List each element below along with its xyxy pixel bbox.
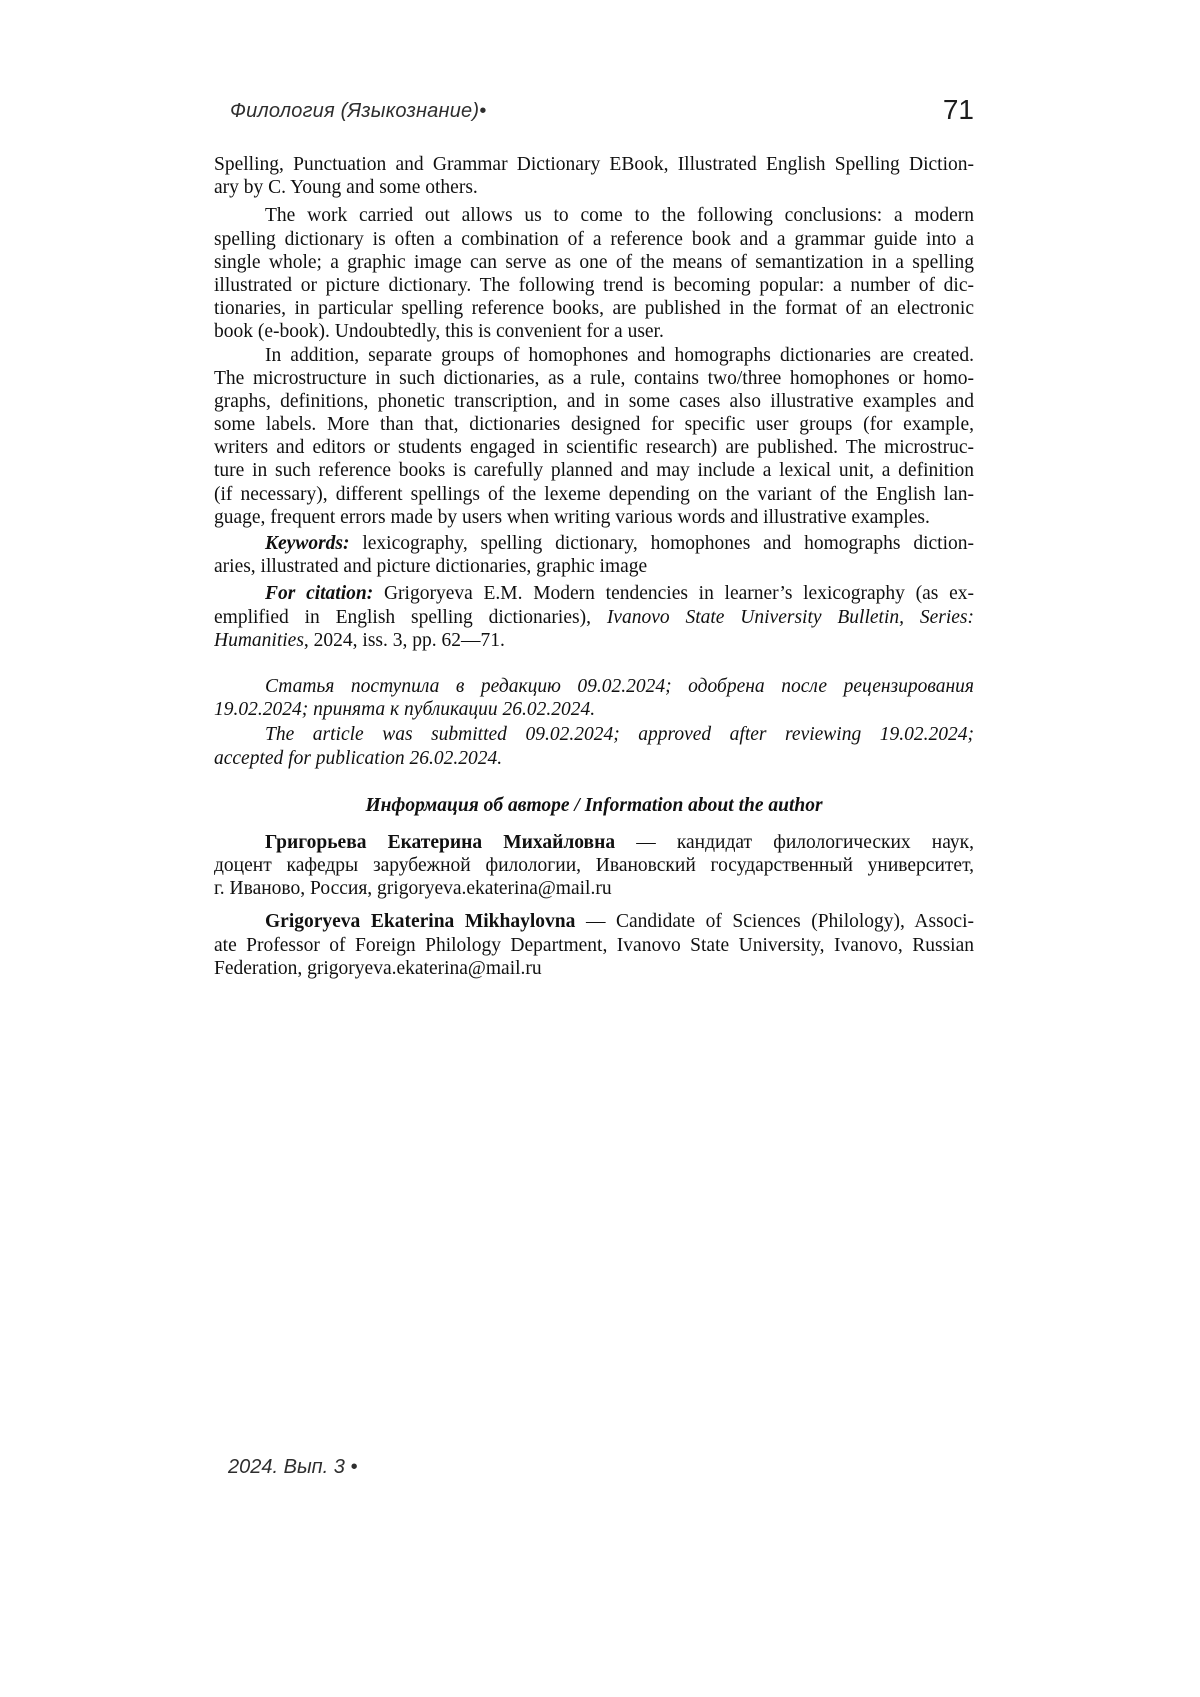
text-segment: single whole; a graphic image can serve as one of the means of semantization in a spelling — [214, 251, 974, 273]
text-line — [214, 854, 974, 877]
text-line — [214, 555, 974, 578]
text-segment: доцент кафедры зарубежной филологии, Ивановский государственный университет, — [214, 855, 974, 877]
text-segment: , 2024, iss. 3, pp. 62—71. — [303, 629, 505, 651]
text-segment: In addition, separate groups of homophones and homographs dictionaries are created. — [265, 344, 974, 366]
text-segment: guage, frequent errors made by users when writing various words and illustrative examples. — [214, 506, 930, 528]
submission-dates-en — [214, 723, 974, 769]
paragraph-homophones-dictionaries — [214, 344, 974, 530]
text-segment: г. Иваново, Россия, grigoryeva.ekaterina@mail.ru — [214, 878, 612, 900]
text-line — [214, 274, 974, 297]
text-segment: ture in such reference books is carefully planned and may include a lexical unit, a definition — [214, 460, 974, 482]
text-segment: Federation, grigoryeva.ekaterina@mail.ru — [214, 957, 542, 979]
text-segment: book (e-book). Undoubtedly, this is convenient for a user. — [214, 321, 664, 343]
text-segment: The work carried out allows us to come to the following conclusions: a modern — [265, 205, 974, 227]
text-segment: The article was submitted 09.02.2024; approved after reviewing 19.02.2024; — [265, 724, 974, 746]
text-line — [214, 228, 974, 251]
text-segment: — кандидат филологических наук, — [615, 831, 974, 853]
text-segment: Humanities — [214, 629, 304, 651]
running-title: Филология (Языкознание)• — [230, 100, 487, 122]
text-line — [214, 297, 974, 320]
text-line — [214, 367, 974, 390]
keywords-paragraph — [214, 532, 974, 578]
text-segment: aries, illustrated and picture dictionaries, graphic image — [214, 556, 648, 578]
footer-imprint: 2024. Вып. 3 • — [228, 1456, 358, 1478]
text-line — [214, 629, 974, 652]
text-line — [214, 698, 974, 721]
text-line — [214, 153, 974, 176]
text-line — [214, 934, 974, 957]
text-line — [214, 606, 974, 629]
text-line — [214, 675, 974, 698]
text-segment: emplified in English spelling dictionaries), — [214, 606, 607, 628]
text-line — [214, 506, 974, 529]
text-line — [214, 582, 974, 605]
text-segment: writers and editors or students engaged in scientific research) are published. The microstruc- — [214, 437, 974, 459]
text-line — [214, 320, 974, 343]
text-segment: tionaries, in particular spelling reference books, are published in the format of an electronic — [214, 298, 974, 320]
text-line — [214, 390, 974, 413]
text-segment: 19.02.2024; принята к публикации 26.02.2024. — [214, 699, 596, 721]
citation-paragraph — [214, 582, 974, 652]
submission-dates-ru — [214, 675, 974, 721]
text-segment: ary by C. Young and some others. — [214, 177, 478, 199]
text-segment: For citation: — [265, 583, 374, 605]
text-line — [214, 532, 974, 555]
author-info-en — [214, 910, 974, 980]
text-segment: lexicography, spelling dictionary, homophones and homographs diction- — [349, 533, 974, 554]
text-segment: The microstructure in such dictionaries, as a rule, contains two/three homophones or homo- — [214, 367, 974, 389]
text-segment: illustrated or picture dictionary. The following trend is becoming popular: a number of dic- — [214, 274, 974, 296]
text-line — [214, 747, 974, 770]
author-info-heading: Информация об авторе / Information about the author — [365, 794, 823, 816]
text-segment: Григорьева Екатерина Михайловна — [265, 831, 616, 853]
text-line — [214, 831, 974, 854]
text-segment: (if necessary), different spellings of the lexeme depending on the variant of the English lan- — [214, 483, 974, 505]
text-segment: some labels. More than that, dictionaries designed for specific user groups (for example, — [214, 414, 974, 436]
text-line — [214, 877, 974, 900]
text-line — [214, 957, 974, 980]
text-line — [214, 910, 974, 933]
text-segment: graphs, definitions, phonetic transcription, and in some cases also illustrative examples and — [214, 390, 974, 412]
text-segment: accepted for publication 26.02.2024. — [214, 747, 503, 769]
paragraph-conclusions — [214, 204, 974, 343]
page-number: 71 — [942, 94, 974, 125]
text-segment: Keywords: — [265, 533, 350, 554]
text-segment: Ivanovo State University Bulletin, Series: — [606, 606, 974, 628]
text-segment: Spelling, Punctuation and Grammar Dictionary EBook, Illustrated English Spelling Diction- — [214, 154, 974, 175]
text-segment: spelling dictionary is often a combination of a reference book and a grammar guide into a — [214, 228, 974, 250]
text-segment: Статья поступила в редакцию 09.02.2024; одобрена после рецензирования — [265, 675, 974, 697]
author-info-ru — [214, 831, 974, 901]
text-line — [214, 436, 974, 459]
text-line — [214, 723, 974, 746]
text-segment: — Candidate of Sciences (Philology), Associ- — [575, 911, 974, 933]
article-body — [214, 153, 974, 980]
paragraph-continuation — [214, 153, 974, 199]
text-segment: Grigoryeva Ekaterina Mikhaylovna — [265, 911, 576, 933]
text-line — [214, 176, 974, 199]
text-line — [214, 413, 974, 436]
text-line — [214, 251, 974, 274]
text-line — [214, 344, 974, 367]
text-line — [214, 204, 974, 227]
text-segment: Grigoryeva E.M. Modern tendencies in learner’s lexicography (as ex- — [373, 583, 974, 605]
text-segment: ate Professor of Foreign Philology Department, Ivanovo State University, Ivanovo, Russian — [214, 934, 974, 956]
text-line — [214, 459, 974, 482]
text-line — [214, 483, 974, 506]
